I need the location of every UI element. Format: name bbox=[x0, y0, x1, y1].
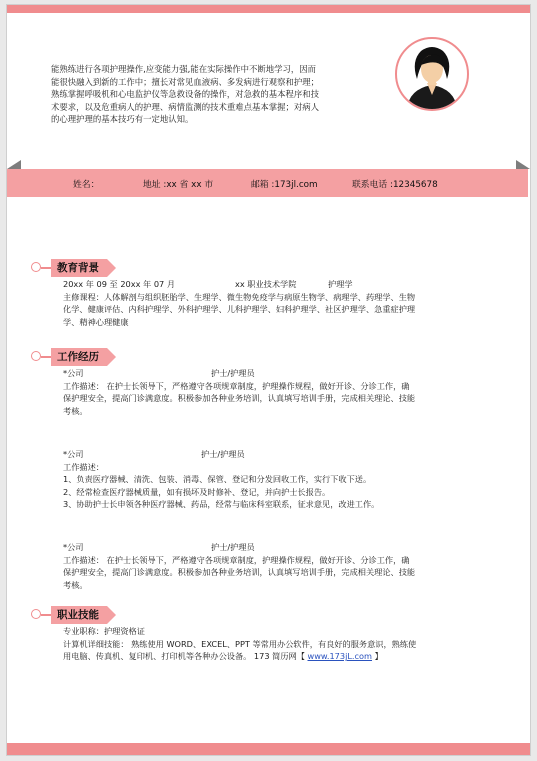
work-line: 保护理安全，提高门诊满意度。积极参加各种业务培训，认真填写培训手册，完成相关理论、技能 bbox=[63, 393, 416, 404]
avatar-photo bbox=[395, 37, 469, 111]
email-text: 邮箱 :173jl.com bbox=[251, 180, 318, 190]
education-summary bbox=[63, 278, 491, 291]
ribbon-fold-left bbox=[7, 160, 21, 169]
intro-line: 能熟练进行各项护理操作,应变能力强,能在实际操作中不断地学习，因而 bbox=[51, 64, 316, 74]
company-name: *公司 bbox=[63, 542, 84, 552]
job-position: 护士/护理员 bbox=[211, 542, 255, 552]
closing-bracket: 】 bbox=[374, 651, 383, 662]
name-label: 姓名： bbox=[73, 180, 100, 190]
education-content bbox=[63, 278, 491, 328]
work-line: 工作描述： 在护士长领导下，严格遵守各项规章制度，护理操作规程，做好开诊、分诊工作，确 bbox=[63, 554, 410, 565]
circle-bullet-icon bbox=[31, 609, 41, 619]
work-entry-header bbox=[63, 448, 491, 461]
course-line: 主修课程：人体解剖与组织胚胎学、生理学、微生物免疫学与病原生物学、病理学、药理学、生物 bbox=[63, 291, 416, 302]
work-line: 考核。 bbox=[63, 579, 88, 590]
work-entry bbox=[63, 448, 491, 511]
circle-bullet-icon bbox=[31, 262, 41, 272]
intro-line: 术要求，以及危重病人的护理、病情监测的技术重难点基本掌握；对病人 bbox=[51, 101, 319, 112]
site-link[interactable]: www.173jL.com bbox=[307, 651, 373, 662]
company-name: *公司 bbox=[63, 449, 84, 459]
course-line: 化学、健康评估、内科护理学、外科护理学、儿科护理学、妇科护理学、社区护理学、急重症护理 bbox=[63, 304, 416, 315]
ribbon-fold-right bbox=[516, 160, 530, 169]
contact-bar bbox=[7, 169, 528, 197]
education-major: 护理学 bbox=[328, 279, 353, 289]
work-entry-header bbox=[63, 367, 491, 380]
work-line: 1、负责医疗器械、清洗、包装、消毒、保管、登记和分发回收工作，实行下收下送。 bbox=[63, 474, 372, 485]
intro-line: 能很快融入到新的工作中；擅长对常见血液病、多发病进行观察和护理； bbox=[51, 76, 319, 87]
intro-line: 的心理护理的基本技巧有一定地认知。 bbox=[51, 114, 194, 125]
work-line: 考核。 bbox=[63, 405, 88, 416]
header-connector bbox=[41, 356, 51, 358]
education-school: xx 职业技术学院 bbox=[235, 279, 297, 289]
section-title: 教育背景 bbox=[51, 259, 107, 277]
computer-skills-line: 计算机详细技能： 熟练使用 WORD、EXCEL、PPT 等常用办公软件，有良好的服务意识，熟练使 bbox=[63, 638, 417, 649]
self-introduction bbox=[51, 63, 391, 126]
course-line: 学、精神心理健康 bbox=[63, 316, 129, 327]
work-line: 工作描述： bbox=[63, 461, 104, 472]
intro-line: 熟练掌握呼吸机和心电监护仪等急救设备的操作，对急救的基本程序和技 bbox=[51, 89, 319, 100]
work-line: 保护理安全，提高门诊满意度。积极参加各种业务培训，认真填写培训手册，完成相关理论、技能 bbox=[63, 567, 416, 578]
section-title: 工作经历 bbox=[51, 348, 107, 366]
address-text: 地址 :xx 省 xx 市 bbox=[143, 180, 214, 190]
professional-title: 专业职称：护理资格证 bbox=[63, 626, 145, 636]
phone-text: 联系电话 :12345678 bbox=[352, 180, 438, 190]
work-line: 工作描述： 在护士长领导下，严格遵守各项规章制度，护理操作规程，做好开诊、分诊工作，确 bbox=[63, 380, 410, 391]
computer-skills-line bbox=[63, 650, 491, 663]
circle-bullet-icon bbox=[31, 351, 41, 361]
bottom-accent-strip bbox=[7, 743, 530, 755]
education-period: 20xx 年 09 至 20xx 年 07 月 bbox=[63, 279, 176, 289]
job-position: 护士/护理员 bbox=[211, 368, 255, 378]
person-avatar-icon bbox=[397, 39, 467, 109]
work-entry bbox=[63, 367, 491, 417]
work-line: 3、协助护士长申领各种医疗器械、药品，经常与临床科室联系，征求意见，改进工作。 bbox=[63, 499, 380, 510]
resume-page bbox=[6, 4, 531, 756]
work-entry bbox=[63, 541, 491, 591]
job-position: 护士/护理员 bbox=[201, 449, 245, 459]
company-name: *公司 bbox=[63, 368, 84, 378]
top-accent-strip bbox=[7, 5, 530, 13]
work-line: 2、经常检查医疗器械质量，如有损坏及时修补、登记，并向护士长报告。 bbox=[63, 486, 331, 497]
header-connector bbox=[41, 614, 51, 616]
work-entry-header bbox=[63, 541, 491, 554]
header-connector bbox=[41, 267, 51, 269]
skills-content bbox=[63, 625, 491, 663]
section-title: 职业技能 bbox=[51, 606, 107, 624]
computer-skills-text: 用电脑、传真机、复印机、打印机等各种办公设备。 173 简历网【 bbox=[63, 651, 305, 662]
